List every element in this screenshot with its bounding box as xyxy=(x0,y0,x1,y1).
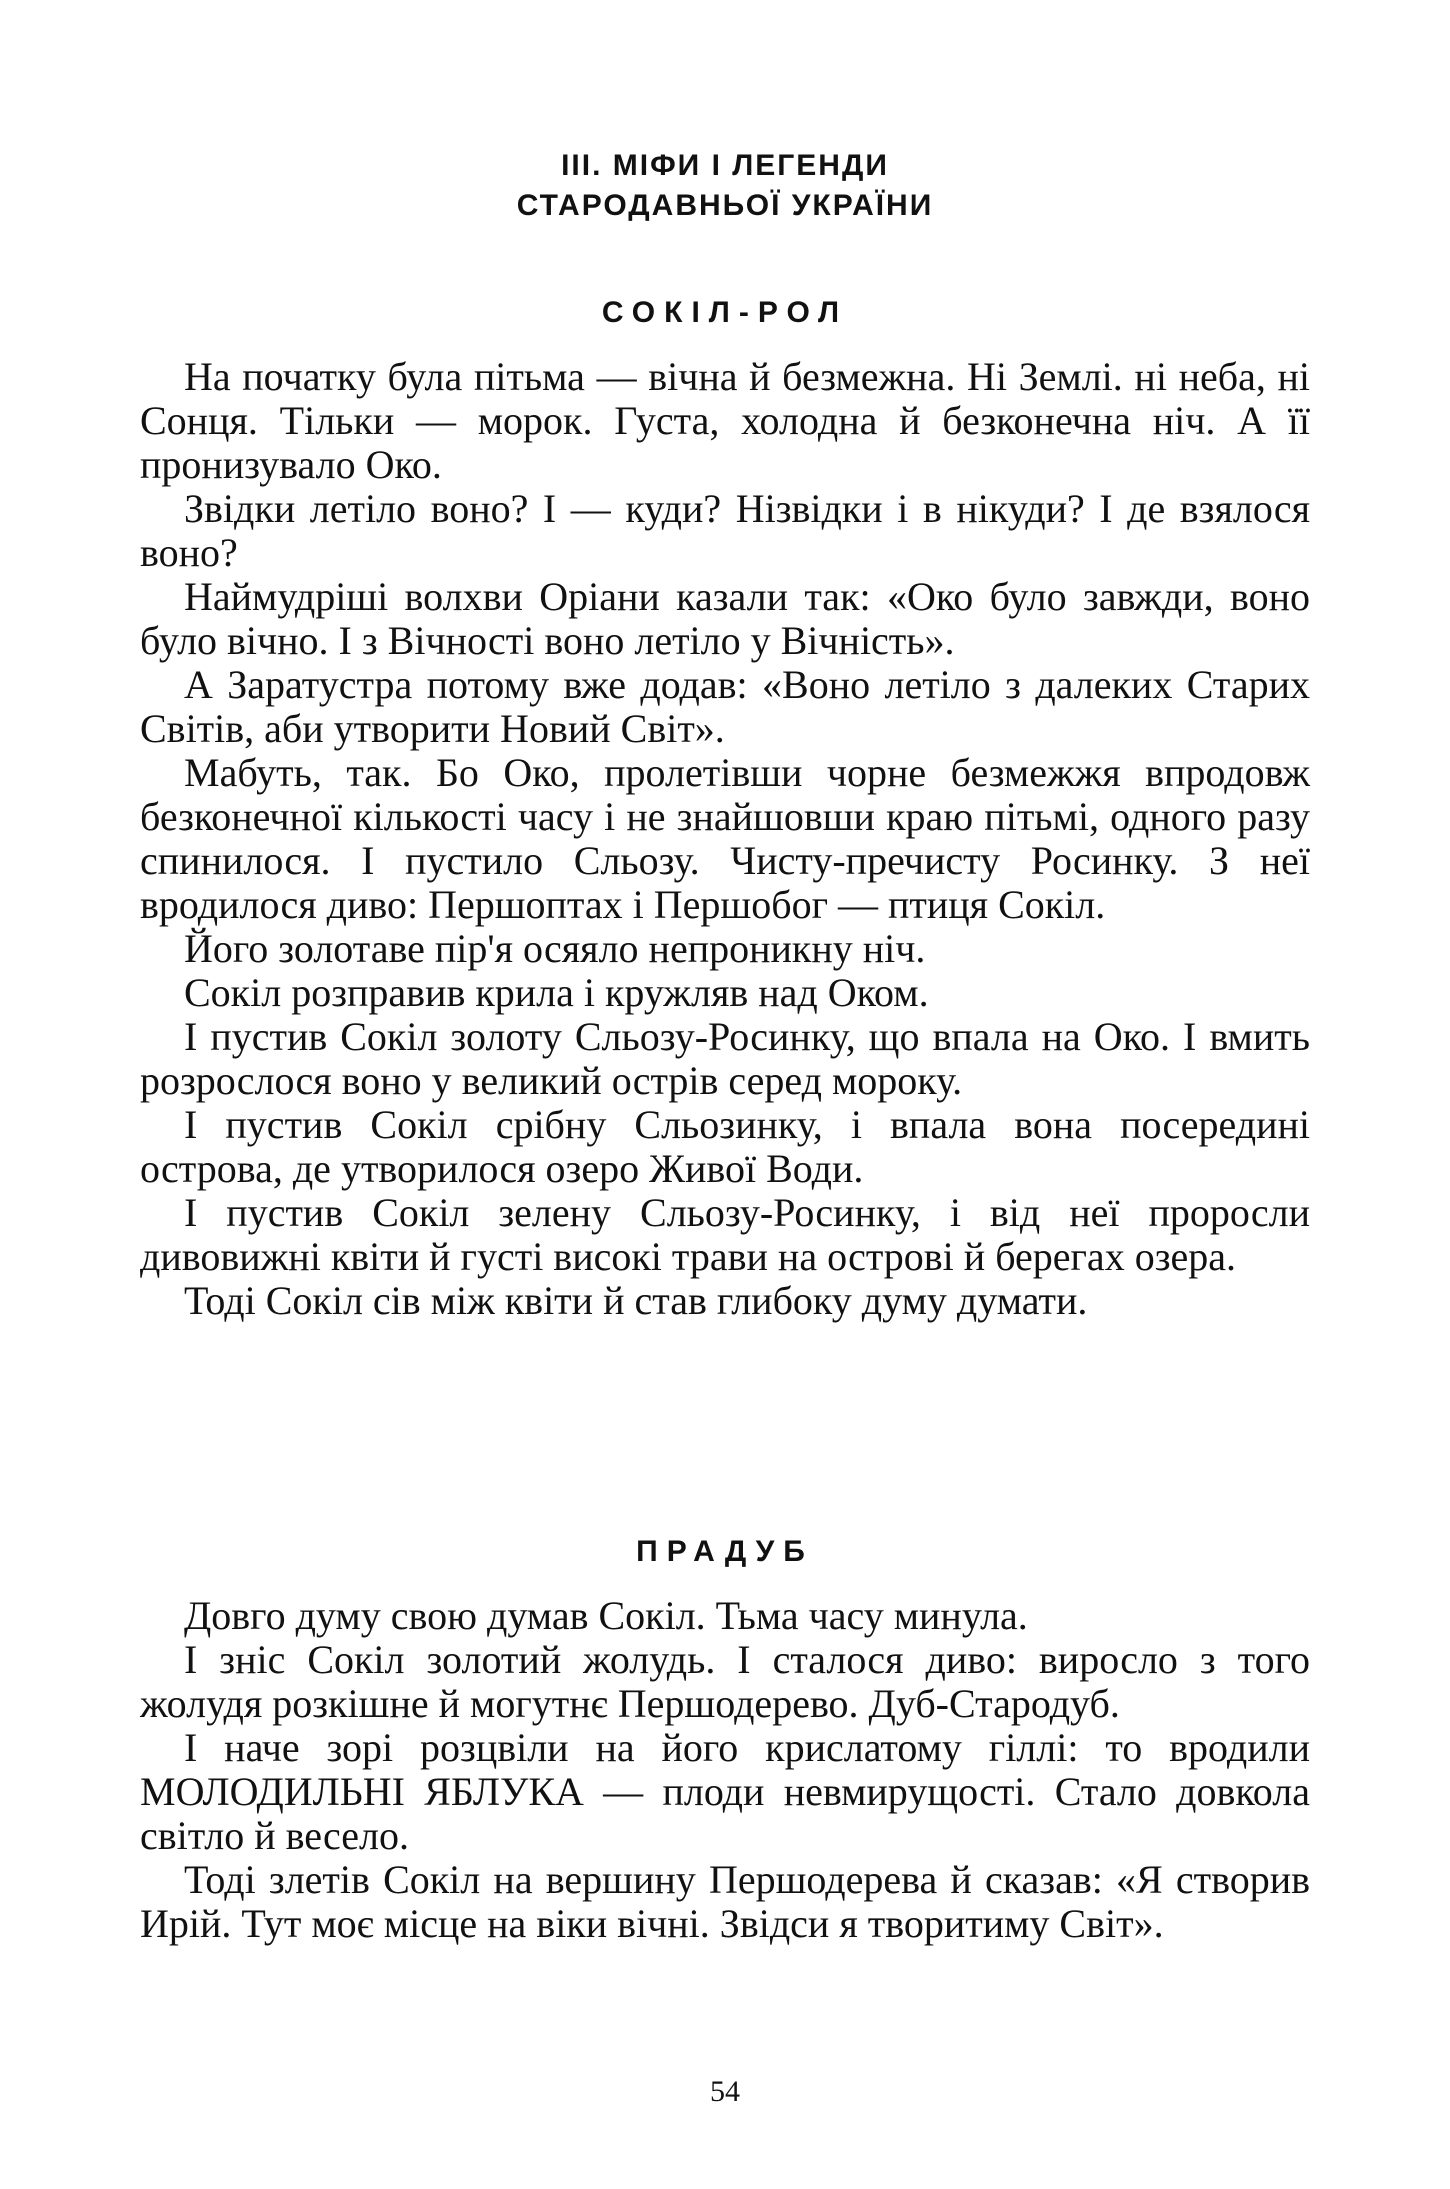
paragraph: Його золотаве пір'я осяяло непроникну ніч. xyxy=(184,926,926,971)
paragraph: І наче зорі розцвіли на його крислатому гіллі: то вродили МОЛОДИЛЬНІ ЯБЛУКА — плоди невмирущості. Стало довкола світло й весело. xyxy=(140,1725,1310,1858)
book-page xyxy=(140,0,1310,2189)
paragraph: І зніс Сокіл золотий жолудь. І сталося диво: виросло з того жолудя розкішне й могутнє Першодерево. Дуб-Стародуб. xyxy=(140,1637,1310,1726)
paragraph: Тоді злетів Сокіл на вершину Першодерева й сказав: «Я створив Ирій. Тут моє місце на віки вічні. Звідси я творитиму Світ». xyxy=(140,1857,1310,1946)
section-body-sokil-rol xyxy=(140,355,1310,1323)
paragraph: Сокіл розправив крила і кружляв над Оком. xyxy=(184,970,929,1015)
paragraph: І пустив Сокіл срібну Сльозинку, і впала вона посередині острова, де утворилося озеро Живої Води. xyxy=(140,1102,1310,1191)
chapter-title xyxy=(140,146,1310,226)
page-number: 54 xyxy=(710,2075,740,2108)
paragraph: І пустив Сокіл золоту Сльозу-Росинку, що впала на Око. І вмить розрослося воно у великий острів серед мороку. xyxy=(140,1014,1310,1103)
paragraph: Наймудріші волхви Оріани казали так: «Око було завжди, воно було вічно. І з Вічності воно летіло у Вічність». xyxy=(140,574,1310,663)
paragraph: Довго думу свою думав Сокіл. Тьма часу минула. xyxy=(184,1593,1028,1638)
paragraph: А Заратустра потому вже додав: «Воно летіло з далеких Старих Світів, аби утворити Новий Світ». xyxy=(140,662,1310,751)
paragraph: І пустив Сокіл зелену Сльозу-Росинку, і від неї проросли дивовижні квіти й густі високі трави на острові й берегах озера. xyxy=(140,1190,1310,1279)
section-title-pradub: ПРАДУБ xyxy=(636,1535,814,1568)
paragraph: Звідки летіло воно? І — куди? Нізвідки і в нікуди? І де взялося воно? xyxy=(140,486,1310,575)
section-title-sokil-rol: СОКІЛ-РОЛ xyxy=(601,296,849,329)
paragraph: Мабуть, так. Бо Око, пролетівши чорне безмежжя впродовж безконечної кількості часу і не знайшовши краю пітьмі, одного разу спинилося. І пустило Сльозу. Чисту-пречисту Росинку. З неї вродилося диво: Першоптах і Першобог — птиця Сокіл. xyxy=(140,750,1310,927)
paragraph: Тоді Сокіл сів між квіти й став глибоку думу думати. xyxy=(184,1278,1088,1323)
section-body-pradub xyxy=(140,1594,1310,1946)
chapter-title-line-1: III. МІФИ І ЛЕГЕНДИ xyxy=(561,149,889,182)
paragraph: На початку була пітьма — вічна й безмежна. Ні Землі. ні неба, ні Сонця. Тільки — морок. Густа, холодна й безконечна ніч. А її пронизувало Око. xyxy=(140,354,1310,487)
chapter-title-line-2: СТАРОДАВНЬОЇ УКРАЇНИ xyxy=(516,189,934,222)
